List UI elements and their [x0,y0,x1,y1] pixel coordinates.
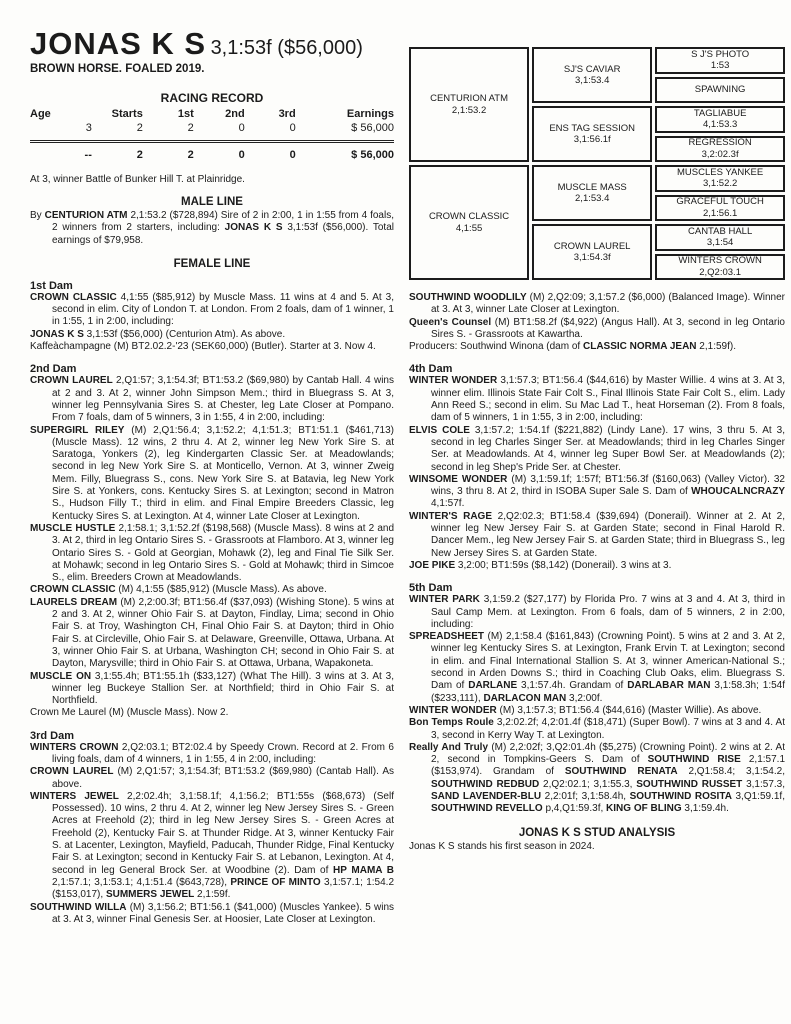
entry-text: (M) 3,1:56.2; BT1:56.1 ($41,000) (Muscles Yankee). 5 wins at 3. At 3, winner Final Genesis Ser. at Hoosier, Late Closer at Lexington. [52,901,395,925]
pedigree-entry [30,341,394,353]
horse-name-bold: HP MAMA B [333,864,394,876]
pedigree-cell [655,165,785,192]
pedigree-entry [30,292,394,329]
racing-1st: 2 [187,122,194,134]
left-column [30,26,394,926]
racing-record-title: RACING RECORD [160,91,264,105]
racing-total-2nd: 0 [194,142,245,163]
racing-total-starts: 2 [92,142,143,163]
pedigree-cell [655,254,785,281]
horse-name-bold: MUSCLE ON [30,670,92,682]
pedigree-horse-record: 3,1:53.4 [575,75,610,86]
pedigree-table [409,47,785,280]
pedigree-horse-name: MUSCLES YANKEE [677,166,764,178]
pedigree-entry [30,375,394,424]
entry-text: (M) 2,2:00.3f; BT1:56.4f ($37,093) (Wishing Stone). 5 wins at 2 and 3. At 2, winner Ohio Fair S. at Dayton, Findlay, Lima; second in Ohio Fair S. at Troy, Washington CH, Final Ohio Fair S. at Dayton; third in Ohio Fair S. at Circleville, Ohio Fair S. at Delaware, Greenville, Ottawa, Urbana. At 3, winner Ohio Fair S. at Urbana, Washington CH; second in Ohio Fair S. at Dayton, Marysville; third in Ohio Fair S. at Ottawa, Urbana, Wapakoneta. [52,596,394,670]
entry-text: 3,1:53f ($56,000) (Centurion Atm). As above. [83,328,286,340]
horse-name-bold: WINSOME WONDER [409,473,508,485]
entry-text: 3,1:57.3; BT1:56.4 ($44,616) by Master Willie. 4 wins at 3. At 3, winner elim. Illinois State Fair Colt S., Final Illinois State Fair Colt S., elim. Lady Ann Reed S.; second in elim. Su Mac Lad T., heat Horseman (2). From 8 foals, dam of 5 winners, 1 in 1:55, 3 in 2:00, including: [431,375,785,424]
right-sections [409,292,785,853]
horse-name-bold: ELVIS COLE [409,424,470,436]
pedigree-horse-record: 2,Q2:03.1 [699,266,741,278]
horse-name-bold: Bon Temps Roule [409,717,494,729]
right-column [409,47,785,853]
female-line-heading: FEMALE LINE [173,257,251,270]
horse-name-bold: SOUTHWIND REDBUD [431,778,540,790]
pedigree-horse-record: 3,1:52.2 [702,178,738,190]
entry-text: 3,2:00f. [566,692,603,704]
pedigree-horse-name: REGRESSION [688,137,752,149]
horse-name-bold: WINTERS JEWEL [30,790,119,802]
pedigree-entry [30,742,394,767]
horse-name-bold: JOE PIKE [409,559,456,571]
pedigree-entry [409,375,785,424]
entry-text: Crown Me Laurel (M) (Muscle Mass). Now 2. [30,707,229,719]
entry-text: 2,1:57.1 ($153,974). Grandam of [431,754,785,778]
entry-text: Producers: Southwind Winona (dam of [409,341,583,353]
pedigree-cell [655,106,785,133]
horse-name-bold: Queen's Counsel [409,316,492,328]
entry-text: p,4,Q1:59.3f, [542,803,607,815]
entry-text: (M) 4,1:55 ($85,912) (Muscle Mass). As above. [115,584,327,596]
pedigree-horse-name: CROWN CLASSIC [428,211,510,222]
entry-text: (M) 3,1:57.3; BT1:56.4 ($44,616) (Master Willie). As above. [496,704,762,716]
dam-heading: 1st Dam [30,279,73,292]
racing-header-earnings: Earnings [346,108,394,120]
pedigree-horse-name: CENTURION ATM [430,93,509,104]
horse-name-bold: CROWN LAUREL [30,766,114,778]
entry-text: 2,1:57.1; 3,1:53.1; 4,1:51.4 ($643,728), [52,876,231,888]
pedigree-entry [30,425,394,523]
horse-name-bold: SAND LAVENDER-BLU [431,790,542,802]
pedigree-entry [30,766,394,791]
dam-heading: 2nd Dam [30,363,77,376]
entry-text: 2,2:01f; 3,1:58.4h, [541,790,630,802]
pedigree-entry [30,597,394,671]
pedigree-entry [409,594,785,631]
horse-name-bold: SUPERGIRL RILEY [30,424,125,436]
horse-name-bold: CROWN CLASSIC [30,291,117,303]
entry-text: 2,Q2:02.1; 3,1:55.3, [539,778,637,790]
pedigree-horse-name: WINTERS CROWN [678,255,762,267]
racing-age: 3 [85,122,92,134]
page-title [30,26,394,62]
entry-text: (M) 2,2:02f; 3,Q2:01.4h ($5,275) (Crowning Point). 2 wins at 2. At 2, second in Tompkins-Geers S. Dam of [431,741,785,766]
pedigree-entry [409,341,785,353]
pedigree-cell [655,136,785,163]
horse-name-bold: WINTER WONDER [409,704,497,716]
pedigree-horse-record: 3,1:56.1f [573,134,611,145]
horse-name-bold: JONAS K S [30,328,84,340]
pedigree-horse-record: 4,1:55 [455,222,483,234]
horse-description: BROWN HORSE. FOALED 2019. [30,63,205,75]
pedigree-entry [30,791,394,902]
pedigree-entry [409,742,785,816]
pedigree-entry [409,631,785,705]
entry-text: 4,1:55 ($85,912) by Muscle Mass. 11 wins at 4 and 5. At 3, second in elim. City of London T. at London. From 2 foals, dam of 1 winner, 1 in 1:55, 1 in 2:00, including: [52,291,394,328]
pedigree-entry [30,671,394,708]
horse-name-bold: SUMMERS JEWEL [105,889,195,901]
entry-text: 2,2:02.4h; 3,1:58.1f; 4,1:56.2; BT1:55s ($68,673) (Self Possessed). 10 wins, 2 thru 4. At 2, winner leg New Jersey Sires S. - Green Acres at Freehold (2); third in leg New Jersey Sires S. - Green Acres at Freehold (2), Kentucky Fair S. at Thunder Ridge. At 3, winner Kentucky Fair S. at Lacenter, Lexington, Mayfield, Paducah, Thunder Ridge, Final Kentucky Fair S. at Lexington; second in Kentucky Fair S. at Lebanon, Lexington. At 4, second in leg General Brock Ser. at Woodbine (2). Dam of [52,790,394,876]
pedigree-cell [532,224,652,280]
pedigree-horse-name: ENS TAG SESSION [549,122,636,134]
pedigree-cell [409,47,529,162]
horse-name-bold: WHOUCALNCRAZY [691,486,785,498]
horse-name-bold: WINTERS CROWN [30,741,119,753]
racing-header-age: Age [30,108,51,120]
horse-name-bold: CENTURION ATM [44,210,128,221]
horse-name-bold: SOUTHWIND WOODLILY [409,292,527,303]
horse-name-bold: WINTER PARK [409,594,480,606]
stud-analysis-heading: JONAS K S STUD ANALYSIS [518,826,676,839]
entry-text: (M) 2,1:58.4 ($161,843) (Crowning Point). 5 wins at 2 and 3. At 2, winner leg Kentucky Sires S. at Lexington, Frank Ervin T. at Lexington; second in elim. and Final International Stallion S. At 3, winner American-National S.; second in Arden Downs S.; third in Coaching Club Oaks, elim. Bluegrass S. Dam of [431,631,785,692]
racing-record-table [30,107,394,162]
pedigree-horse-name: TAGLIABUE [693,107,747,119]
pedigree-entry [30,329,394,341]
racing-starts: 2 [136,122,143,134]
racing-header-row [30,107,394,121]
pedigree-horse-name: CANTAB HALL [688,225,753,237]
horse-name-bold: WINTER'S RAGE [409,510,493,522]
racing-value-row [30,121,394,142]
racing-note: At 3, winner Battle of Bunker Hill T. at Plainridge. [30,174,245,185]
pedigree-horse-name: CROWN LAUREL [553,240,631,252]
dam-heading: 4th Dam [409,363,453,376]
dam-heading: 5th Dam [409,582,453,595]
horse-name-bold: MUSCLE HUSTLE [30,522,116,534]
horse-name-bold: DARLABAR MAN [627,680,711,692]
entry-text: 3,1:57.3, [742,778,786,790]
entry-text: (M) 3,1:59.1f; 1:57f; BT1:56.3f ($160,063) (Valley Victor). 32 wins, 3 thru 8. At 2, third in ISOBA Super Sale S. Dam of [431,473,785,498]
pedigree-entry [409,705,785,717]
entry-text: 2,1:59f). [696,341,736,353]
entry-text: (M) 2,Q1:57; 3,1:54.3f; BT1:53.2 ($69,980) (Cantab Hall). As above. [52,766,394,790]
pedigree-cell [655,224,785,251]
horse-name-bold: DARLACON MAN [483,692,567,704]
horse-name-bold: SPREADSHEET [409,631,485,643]
racing-2nd: 0 [238,122,245,134]
horse-name-bold: LAURELS DREAM [30,596,118,608]
horse-name-bold: JONAS K S [224,222,283,234]
pedigree-entry [30,707,394,719]
pedigree-horse-record: 4,1:53.3 [702,119,738,131]
pedigree-horse-name: SJ'S CAVIAR [563,63,621,75]
horse-name: JONAS K S [30,26,207,61]
pedigree-horse-record: 3,1:54.3f [573,252,611,263]
racing-total-age: -- [30,142,92,163]
horse-name-bold: DARLANE [468,680,518,692]
entry-text: 2,Q1:57; 3,1:54.3f; BT1:53.2 ($69,980) by Cantab Hall. 4 wins at 2 and 3. At 2, winner John Simpson Mem.; third in Bluegrass S. At 3, winner leg Pennsylvania Sires S. at Chester, leg Late Closer at Pompano. From 7 foals, dam of 5 winners, 3 in 1:55, 4 in 2:00, including: [52,375,394,424]
entry-text: 2,Q1:58.4; 3,1:54.2, [677,766,785,778]
entry-text: 3,2:00; BT1:59s ($8,142) (Donerail). 3 wins at 3. [455,559,672,571]
entry-text: 2,Q2:03.1; BT2:02.4 by Speedy Crown. Record at 2. From 6 living foals, dam of 4 winners, 1 in 1:55, 4 in 2:00, including: [52,741,394,765]
horse-name-bold: WINTER WONDER [409,375,498,387]
pedigree-entry [30,902,394,927]
left-sections [30,196,394,926]
pedigree-cell [532,106,652,162]
entry-text: (M) 2,Q1:56.4; 3,1:52.2; 4,1:51.3; BT1:51.1 ($461,713) (Muscle Mass). 12 wins, 2 thru 4. At 2, winner leg New York Sire S. at Saratoga, Yonkers (2), leg Kindergarten Classic Ser. at Meadowlands; second in leg New York Sire S. at Monticello, Vernon. At 3, winner Zweig Mem. Filly, Bluegrass S., cons. New York Sire S. at Batavia, leg New York Sire S. at Yonkers, cons. Kentucky Sires S. at Lexington; second in Matron S., Hudson Filly T.; third in elim. and Final Empire Breeders Classic, leg Kentucky Sires S. at Lexington. At 4, winner Late Closer at Lexington. [52,424,394,522]
entry-text: 2,1:59f. [194,889,231,901]
entry-text: 2,1:53.2 ($728,894) Sire of 2 in 2:00, 1 in 1:55 from 4 foals, 2 winners from 2 starters, including: [52,210,394,234]
horse-name-bold: CROWN CLASSIC [30,584,116,596]
horse-name-bold: CLASSIC NORMA JEAN [582,341,697,353]
pedigree-horse-name: S J'S PHOTO [691,48,750,60]
pedigree-entry [409,425,785,474]
pedigree-horse-name: MUSCLE MASS [557,181,627,193]
horse-name-bold: SOUTHWIND RENATA [564,766,678,778]
male-line-heading: MALE LINE [181,196,243,208]
pedigree-cell [532,47,652,103]
entry-text: (M) BT1:58.2f ($4,922) (Angus Hall). At 3, second in leg Ontario Sires S. - Grassroots at Kawartha. [431,316,785,340]
horse-name-bold: SOUTHWIND ROSITA [629,790,732,802]
entry-text: 3,2:02.2f; 4,2:01.4f ($18,471) (Super Bowl). 7 wins at 3 and 4. At 3, second in Kerry Way T. at Lexington. [431,717,785,741]
racing-3rd: 0 [289,122,296,134]
horse-name-bold: Really And Truly [409,741,489,753]
pedigree-entry [409,474,785,511]
pedigree-horse-record: 2,1:53.4 [575,193,610,204]
racing-header-3rd: 3rd [278,108,296,120]
pedigree-horse-name: SPAWNING [694,84,746,95]
pedigree-entry [30,210,394,247]
entry-text: (M) 2,Q2:09; 3,1:57.2 ($6,000) (Balanced Image). Winner at 3. At 3, winner Late Closer at Lexington. [431,292,786,316]
pedigree-entry [409,292,785,317]
racing-earnings: $ 56,000 [351,122,394,134]
pedigree-entry [409,717,785,742]
entry-text: 3,1:53f ($56,000). Total earnings of $79,958. [52,222,394,246]
horse-record: 3,1:53f ($56,000) [210,37,363,59]
entry-text: 3,1:57.1; 1:54.2 ($153,017), [52,876,395,901]
pedigree-entry [30,584,394,596]
pedigree-horse-record: 2,1:56.1 [702,207,738,219]
horse-name-bold: SOUTHWIND REVELLO [431,803,543,815]
racing-total-1st: 2 [143,142,194,163]
racing-header-2nd: 2nd [225,108,245,120]
entry-text: 3,1:57.4h. Grandam of [517,680,628,692]
racing-header-starts: Starts [111,108,143,120]
pedigree-entry [409,841,785,853]
horse-name-bold: KING OF BLING [606,803,682,815]
pedigree-horse-record: 3,1:54 [706,237,734,249]
racing-total-earnings: $ 56,000 [296,142,394,163]
racing-total-3rd: 0 [245,142,296,163]
entry-text: 3,1:57.2; 1:54.1f ($221,882) (Lindy Lane). 17 wins, 3 thru 5. At 3, second in leg Charles Singer Ser. at Meadowlands; third in leg Charles Singer Ser. at Meadowlands. At 4, winner leg Super Bowl Ser. at Meadowlands (2); second in leg Shep's Pride Ser. at Chester. [431,424,786,473]
racing-totals-row [30,142,394,163]
entry-text: 3,1:55.4h; BT1:55.1h ($33,127) (What The Hill). 3 wins at 3. At 3, winner leg Buckeye Stallion Ser. at Northfield; third in Ohio Fair S. at Northfield. [52,670,394,707]
pedigree-horse-name: GRACEFUL TOUCH [676,196,764,208]
pedigree-horse-record: 1:53 [710,60,730,72]
pedigree-entry [409,560,785,572]
entry-text: Jonas K S stands his first season in 2024. [409,840,595,852]
pedigree-cell [655,47,785,74]
horse-name-bold: PRINCE OF MINTO [230,876,321,888]
entry-text: 3,Q1:59.1f, [731,790,785,802]
pedigree-horse-record: 3,2:02.3f [701,148,739,160]
entry-text: By [30,210,45,221]
horse-name-bold: SOUTHWIND RISE [647,754,741,766]
horse-name-bold: SOUTHWIND RUSSET [636,778,743,790]
entry-text: 4,1:57f. [431,498,465,510]
entry-text: 3,1:59.2 ($27,177) by Florida Pro. 7 wins at 3 and 4. At 3, third in Saul Camp Mem. at Lexington. From 6 foals, dam of 5 winners, 2 in 2:00, including: [431,594,786,630]
entry-text: 2,Q2:02.3; BT1:58.4 ($39,694) (Donerail). Winner at 2. At 2, winner leg New Jersey Fair S. at Garden State; second in Final Harold R. Dancer Mem., leg New Jersey Fair S. at Garden State; third in Bluegrass S., leg New Jersey Sires S. at Garden State. [431,510,786,559]
entry-text: 3,1:59.4h. [681,803,729,815]
pedigree-entry [409,317,785,342]
entry-text: Kaffeàchampagne (M) BT2.02.2-'23 (SEK60,000) (Butler). Starter at 3. Now 4. [30,341,376,353]
horse-name-bold: CROWN LAUREL [30,375,113,387]
entry-text: 2,1:58.1; 3,1:52.2f ($198,568) (Muscle Mass). 8 wins at 2 and 3. At 2, third in leg Ontario Sires S. - Grassroots at Flamboro. At 3, winner leg Ontario Sires S. - Gold at Georgian, Mohawk (2), leg and Final Tie Silk Ser. at Mohawk; second in leg Ontario Sires S. - Gold at Mohawk; third in Simcoe S., elim. Breeders Crown at Meadowlands. [52,522,395,584]
pedigree-horse-record: 2,1:53.2 [451,104,487,116]
dam-heading: 3rd Dam [30,729,75,742]
entry-text: 3,1:58.3h; 1:54f ($233,111), [431,680,786,704]
pedigree-cell [655,195,785,222]
racing-record [30,91,394,185]
pedigree-cell [409,165,529,280]
pedigree-cell [532,165,652,221]
horse-name-bold: SOUTHWIND WILLA [30,901,127,913]
pedigree-cell [655,77,785,104]
pedigree-entry [30,523,394,584]
pedigree-entry [409,511,785,560]
racing-header-1st: 1st [177,108,194,120]
